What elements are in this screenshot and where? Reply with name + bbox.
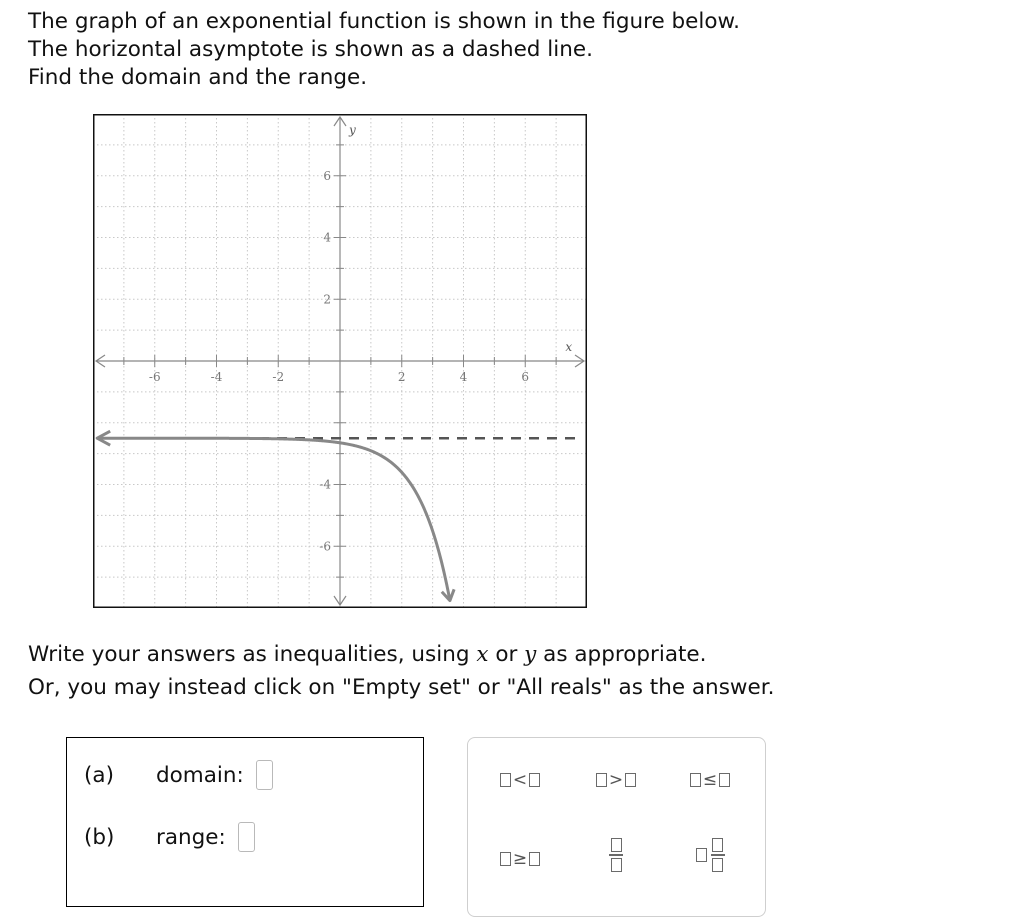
fraction-button[interactable] xyxy=(584,835,648,875)
curve xyxy=(97,431,454,600)
answer-box xyxy=(66,737,424,907)
instructions xyxy=(28,638,774,704)
instructions-or: or xyxy=(495,642,518,667)
x-tick-label: 6 xyxy=(521,370,530,384)
instructions-line-1 xyxy=(28,638,774,671)
exponential-graph xyxy=(93,114,587,608)
greater-than-or-equal-button[interactable]: ≥ xyxy=(488,839,552,879)
math-keypad xyxy=(467,737,766,917)
mixed-number-whole-icon xyxy=(696,848,707,862)
axes xyxy=(96,117,584,605)
less-than-or-equal-button[interactable]: ≤ xyxy=(678,760,742,800)
domain-input[interactable] xyxy=(256,760,273,790)
mixed-number-fraction-icon xyxy=(711,838,725,872)
question-text xyxy=(28,8,740,92)
question-line-2: The horizontal asymptote is shown as a dashed line. xyxy=(28,37,593,62)
range-input[interactable] xyxy=(238,822,255,852)
y-tick-label: -6 xyxy=(319,539,331,554)
x-tick-label: -6 xyxy=(148,370,161,384)
y-tick-label: 4 xyxy=(323,230,331,245)
fraction-icon xyxy=(609,838,623,872)
x-tick-label: -2 xyxy=(272,370,285,384)
domain-label: domain: xyxy=(156,762,244,788)
y-tick-label: 6 xyxy=(323,168,331,183)
greater-than-button[interactable]: > xyxy=(584,760,648,800)
var-y: y xyxy=(524,642,537,667)
x-tick-label: 2 xyxy=(397,370,406,384)
y-tick-label: -4 xyxy=(319,477,331,492)
domain-row xyxy=(84,760,273,790)
question-line-3: Find the domain and the range. xyxy=(28,65,368,90)
x-tick-label: -4 xyxy=(210,370,223,384)
y-axis-label: y xyxy=(349,123,356,137)
x-tick-label: 4 xyxy=(459,370,468,384)
instructions-prefix: Write your answers as inequalities, using xyxy=(28,642,470,667)
part-a-label: (a) xyxy=(84,762,114,788)
mixed-number-button[interactable] xyxy=(678,835,742,875)
range-label: range: xyxy=(156,824,226,850)
x-axis-label: x xyxy=(565,340,573,354)
part-b-label: (b) xyxy=(84,824,115,850)
instructions-line-2: Or, you may instead click on "Empty set" or "All reals" as the answer. xyxy=(28,675,775,700)
instructions-suffix: as appropriate. xyxy=(543,642,707,667)
var-x: x xyxy=(476,642,489,667)
y-tick-label: 2 xyxy=(323,292,331,307)
exponential-curve xyxy=(99,438,450,600)
range-row xyxy=(84,822,255,852)
question-line-1: The graph of an exponential function is shown in the figure below. xyxy=(28,9,740,34)
less-than-button[interactable]: < xyxy=(488,760,552,800)
